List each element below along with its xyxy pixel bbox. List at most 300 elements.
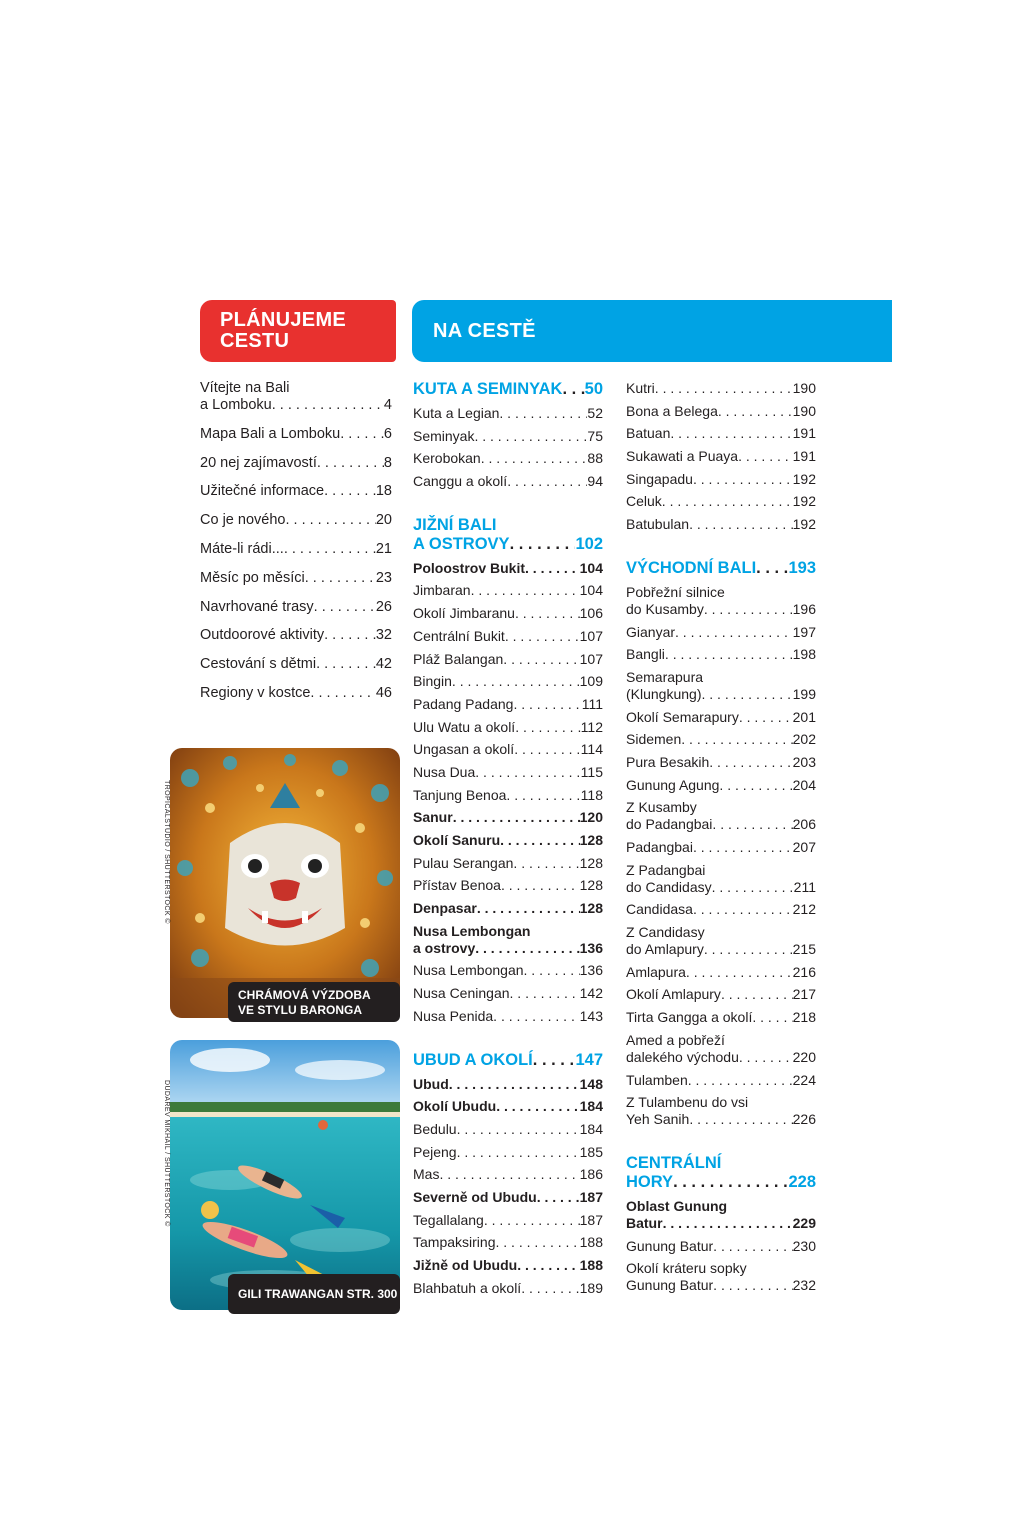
dot-leader bbox=[721, 986, 793, 1003]
snorkeling-illustration bbox=[170, 1040, 400, 1310]
toc-entry[interactable] bbox=[413, 1257, 603, 1274]
toc-entry-label: (Klungkung) bbox=[626, 685, 702, 702]
dot-leader bbox=[501, 877, 580, 894]
dot-leader bbox=[704, 941, 793, 958]
toc-entry-label: do Candidasy bbox=[626, 878, 712, 895]
dot-leader bbox=[718, 403, 793, 420]
toc-entry-page: 26 bbox=[375, 598, 392, 615]
toc-entry-page: 198 bbox=[792, 646, 816, 663]
toc-entry[interactable] bbox=[200, 426, 392, 443]
toc-entry-label: Kuta a Legian bbox=[413, 405, 500, 421]
toc-entry-label: Sukawati a Puaya bbox=[626, 448, 739, 465]
toc-entry-page: 94 bbox=[587, 473, 603, 490]
toc-entry[interactable] bbox=[413, 1076, 603, 1093]
toc-entry-page: 192 bbox=[792, 493, 816, 510]
dot-leader bbox=[310, 685, 375, 702]
toc-entry[interactable] bbox=[200, 627, 392, 644]
dot-leader bbox=[317, 455, 384, 472]
toc-entry[interactable] bbox=[413, 628, 603, 645]
dot-leader bbox=[686, 964, 793, 981]
toc-entry[interactable] bbox=[413, 741, 603, 758]
toc-entry[interactable] bbox=[413, 1121, 603, 1138]
toc-entry-label: Kerobokan bbox=[413, 450, 481, 467]
toc-entry-page: 216 bbox=[792, 963, 816, 980]
dot-leader bbox=[495, 1234, 579, 1251]
toc-entry[interactable] bbox=[413, 764, 603, 781]
dot-leader bbox=[665, 646, 793, 663]
dot-leader bbox=[693, 901, 793, 918]
toc-entry[interactable] bbox=[626, 901, 816, 918]
dot-leader bbox=[474, 428, 587, 445]
dot-leader bbox=[324, 483, 376, 500]
toc-entry-label: Měsíc po měsíci bbox=[200, 569, 305, 586]
toc-entry[interactable] bbox=[626, 709, 816, 726]
toc-entry[interactable] bbox=[413, 832, 603, 849]
toc-entry-page: 136 bbox=[579, 962, 603, 979]
toc-entry-label: Pláž Balangan bbox=[413, 650, 504, 667]
toc-entry-page: 142 bbox=[579, 985, 603, 1002]
toc-entry-page: 4 bbox=[383, 397, 392, 413]
toc-entry-label: Tegallalang bbox=[413, 1211, 484, 1228]
toc-entry[interactable] bbox=[413, 985, 603, 1002]
toc-entry-label: Ulu Watu a okolí bbox=[413, 718, 516, 735]
toc-entry[interactable] bbox=[413, 1144, 603, 1161]
dot-leader bbox=[500, 832, 580, 849]
toc-entry-label: Tirta Gangga a okolí bbox=[626, 1009, 753, 1026]
toc-entry-label: do Kusamby bbox=[626, 600, 704, 617]
toc-entry-page: 204 bbox=[792, 776, 816, 793]
dot-leader bbox=[662, 493, 793, 510]
toc-entry-page: 232 bbox=[792, 1277, 816, 1294]
toc-entry-label: Centrální Bukit bbox=[413, 627, 505, 644]
toc-entry-label: Bedulu bbox=[413, 1120, 457, 1137]
toc-entry[interactable] bbox=[413, 605, 603, 622]
section-east-title[interactable]: VÝCHODNÍ BALI . . . 193 bbox=[626, 559, 816, 578]
barong-photo bbox=[170, 748, 400, 1018]
dot-leader bbox=[316, 656, 376, 673]
toc-entry[interactable] bbox=[626, 1032, 816, 1066]
toc-entry[interactable] bbox=[626, 624, 816, 641]
toc-entry[interactable] bbox=[626, 1238, 816, 1255]
toc-entry-label: a Lomboku bbox=[200, 397, 272, 413]
toc-entry-page: 229 bbox=[792, 1214, 816, 1231]
dot-leader bbox=[314, 599, 376, 616]
toc-entry-page: 109 bbox=[579, 673, 603, 690]
dot-leader bbox=[524, 962, 580, 979]
toc-entry[interactable] bbox=[626, 471, 816, 488]
toc-entry[interactable] bbox=[413, 405, 603, 422]
toc-entry-page: 52 bbox=[587, 405, 603, 421]
toc-entry-label: Pulau Serangan bbox=[413, 854, 514, 871]
toc-entry[interactable] bbox=[413, 1098, 603, 1115]
toc-entry-label: Jimbaran bbox=[413, 582, 471, 599]
toc-entry-page: 215 bbox=[792, 941, 816, 958]
toc-entry-page: 191 bbox=[792, 448, 816, 465]
toc-entry-label: Přístav Benoa bbox=[413, 877, 501, 894]
toc-entry[interactable] bbox=[413, 962, 603, 979]
toc-entry[interactable] bbox=[626, 516, 816, 533]
toc-entry-label-line1: Z Tulambenu do vsi bbox=[626, 1094, 749, 1111]
dot-leader bbox=[324, 627, 376, 644]
toc-entry[interactable] bbox=[626, 646, 816, 663]
toc-entry-page: 202 bbox=[792, 731, 816, 748]
dot-leader bbox=[517, 1257, 579, 1274]
dot-leader bbox=[513, 696, 581, 713]
toc-entry-label: Nusa Ceningan bbox=[413, 985, 510, 1002]
toc-entry-label: Ubud bbox=[413, 1075, 449, 1092]
toc-entry[interactable] bbox=[200, 541, 392, 558]
toc-entry-page: 220 bbox=[792, 1048, 816, 1065]
dot-leader bbox=[481, 450, 588, 467]
toc-entry[interactable] bbox=[200, 455, 392, 472]
toc-entry-label: Okolí Amlapury bbox=[626, 986, 721, 1003]
toc-entry[interactable] bbox=[626, 862, 816, 896]
toc-entry-label: Tulamben bbox=[626, 1071, 688, 1088]
photo-credit-2: DUDAREV MIKHAIL / SHUTTERSTOCK © bbox=[163, 1080, 170, 1227]
toc-entry[interactable] bbox=[626, 1198, 816, 1232]
toc-entry-page: 188 bbox=[579, 1234, 603, 1251]
toc-entry[interactable] bbox=[200, 656, 392, 673]
south-items bbox=[413, 560, 603, 1025]
toc-entry[interactable] bbox=[413, 1189, 603, 1206]
toc-entry-label: Amlapura bbox=[626, 963, 686, 980]
on-the-road-header: NA CESTĚ bbox=[412, 300, 892, 362]
toc-entry[interactable] bbox=[626, 1009, 816, 1026]
toc-entry-label: Bingin bbox=[413, 673, 452, 690]
toc-entry-page: 188 bbox=[579, 1257, 603, 1273]
toc-entry-label: Tanjung Benoa bbox=[413, 786, 507, 803]
toc-entry[interactable] bbox=[413, 673, 603, 690]
toc-entry-page: 6 bbox=[383, 425, 392, 442]
toc-entry-page: 206 bbox=[792, 816, 816, 833]
toc-entry-label-line1: Semarapura bbox=[626, 668, 704, 685]
toc-entry[interactable] bbox=[413, 855, 603, 872]
dot-leader bbox=[505, 628, 580, 645]
toc-entry-label-line1: Okolí kráteru sopky bbox=[626, 1260, 747, 1277]
dot-leader bbox=[739, 1049, 793, 1066]
toc-entry-page: 192 bbox=[792, 470, 816, 487]
toc-entry[interactable] bbox=[626, 839, 816, 856]
dot-leader bbox=[493, 1008, 579, 1025]
dot-leader bbox=[521, 1280, 579, 1297]
toc-entry[interactable] bbox=[626, 777, 816, 794]
toc-entry-label: Pura Besakih bbox=[626, 753, 710, 770]
toc-entry-label: Tampaksiring bbox=[413, 1234, 496, 1251]
toc-entry[interactable] bbox=[200, 512, 392, 529]
toc-entry-page: 107 bbox=[579, 650, 603, 667]
toc-entry-label-line1: Amed a pobřeží bbox=[626, 1031, 725, 1048]
toc-entry-page: 184 bbox=[579, 1098, 603, 1115]
dot-leader bbox=[284, 541, 376, 558]
toc-entry[interactable] bbox=[626, 986, 816, 1003]
toc-entry-label: Bangli bbox=[626, 646, 665, 663]
regions-list-middle bbox=[413, 380, 603, 1302]
toc-entry-label: Denpasar bbox=[413, 900, 477, 917]
toc-entry-page: 192 bbox=[792, 516, 816, 533]
toc-entry[interactable] bbox=[413, 428, 603, 445]
dot-leader bbox=[515, 605, 580, 622]
dot-leader bbox=[513, 855, 579, 872]
dot-leader bbox=[272, 397, 384, 414]
toc-entry[interactable] bbox=[413, 582, 603, 599]
dot-leader bbox=[514, 741, 580, 758]
toc-entry-label: Pejeng bbox=[413, 1143, 457, 1160]
toc-entry-page: 197 bbox=[792, 623, 816, 640]
dot-leader bbox=[453, 809, 580, 826]
toc-entry-page: 114 bbox=[580, 741, 603, 758]
dot-leader bbox=[506, 787, 580, 804]
toc-entry[interactable] bbox=[626, 1072, 816, 1089]
toc-entry[interactable] bbox=[413, 560, 603, 577]
toc-entry-label: Užitečné informace bbox=[200, 483, 325, 500]
toc-entry-label: Gianyar bbox=[626, 623, 676, 640]
toc-entry-label: do Amlapury bbox=[626, 941, 704, 958]
toc-entry-page: 107 bbox=[579, 627, 603, 644]
gili-trawangan-photo bbox=[170, 1040, 400, 1310]
toc-entry-label: a ostrovy bbox=[413, 939, 476, 956]
toc-entry[interactable] bbox=[626, 964, 816, 981]
planning-header-line1: PLÁNUJEME bbox=[220, 309, 347, 331]
toc-entry-label: Batubulan bbox=[626, 516, 690, 533]
kuta-items bbox=[413, 405, 603, 490]
toc-entry[interactable] bbox=[413, 1008, 603, 1025]
toc-entry-page: 32 bbox=[375, 627, 392, 644]
dot-leader bbox=[681, 731, 792, 748]
toc-entry-label: Padang Padang bbox=[413, 695, 514, 712]
toc-entry-page: 226 bbox=[792, 1111, 816, 1128]
toc-entry-page: 20 bbox=[375, 512, 392, 529]
planning-list bbox=[200, 380, 392, 714]
dot-leader bbox=[475, 764, 580, 781]
toc-entry-page: 199 bbox=[792, 685, 816, 702]
toc-entry[interactable] bbox=[413, 900, 603, 917]
toc-entry-page: 8 bbox=[383, 454, 392, 471]
toc-entry[interactable] bbox=[413, 809, 603, 826]
toc-entry-page: 46 bbox=[375, 684, 392, 701]
toc-entry[interactable] bbox=[200, 570, 392, 587]
toc-entry[interactable] bbox=[200, 380, 392, 414]
toc-entry-page: 18 bbox=[375, 483, 392, 500]
dot-leader bbox=[738, 448, 793, 465]
toc-entry[interactable] bbox=[413, 719, 603, 736]
ubud-items bbox=[413, 1076, 603, 1297]
toc-entry-label: Outdoorové aktivity bbox=[200, 627, 325, 644]
toc-entry-page: 196 bbox=[792, 600, 816, 617]
dot-leader bbox=[510, 985, 580, 1002]
toc-entry-label-line1: Z Candidasy bbox=[626, 924, 705, 941]
toc-entry-label: Navrhované trasy bbox=[200, 598, 314, 615]
toc-entry-page: 75 bbox=[587, 427, 603, 444]
dot-leader bbox=[693, 839, 793, 856]
dot-leader bbox=[503, 651, 579, 668]
toc-entry[interactable] bbox=[413, 450, 603, 467]
toc-entry[interactable] bbox=[413, 877, 603, 894]
toc-entry[interactable] bbox=[200, 685, 392, 702]
toc-entry[interactable] bbox=[626, 754, 816, 771]
toc-entry-label: Celuk bbox=[626, 493, 662, 510]
toc-entry[interactable] bbox=[626, 731, 816, 748]
toc-entry-label: 20 nej zajímavostí bbox=[200, 454, 317, 471]
dot-leader bbox=[452, 673, 580, 690]
toc-entry-page: 190 bbox=[792, 380, 816, 396]
toc-entry-label: Poloostrov Bukit bbox=[413, 559, 526, 576]
toc-entry-label: Bona a Belega bbox=[626, 402, 718, 419]
toc-entry[interactable] bbox=[626, 403, 816, 420]
toc-entry-page: 42 bbox=[375, 656, 392, 673]
toc-entry-page: 224 bbox=[792, 1071, 816, 1088]
dot-leader bbox=[739, 709, 793, 726]
toc-entry-label: Singapadu bbox=[626, 470, 693, 487]
section-south-title[interactable]: JIŽNÍ BALI A OSTROVY . . . 102 bbox=[413, 516, 603, 554]
toc-entry[interactable] bbox=[413, 651, 603, 668]
dot-leader bbox=[496, 1098, 579, 1115]
toc-entry[interactable] bbox=[200, 599, 392, 616]
toc-entry[interactable] bbox=[626, 448, 816, 465]
toc-entry-page: 104 bbox=[579, 559, 603, 576]
toc-entry-page: 128 bbox=[579, 854, 603, 871]
dot-leader bbox=[471, 582, 580, 599]
dot-leader bbox=[702, 686, 793, 703]
toc-entry-label: Batur bbox=[626, 1214, 663, 1231]
toc-entry-page: 212 bbox=[792, 901, 816, 918]
toc-entry-label: Blahbatuh a okolí bbox=[413, 1279, 522, 1296]
toc-entry-page: 184 bbox=[579, 1120, 603, 1137]
gili-trawangan-caption: GILI TRAWANGAN STR. 300 bbox=[228, 1274, 400, 1314]
toc-entry-page: 106 bbox=[579, 605, 603, 622]
dot-leader bbox=[712, 879, 794, 896]
toc-entry-label: Padangbai bbox=[626, 839, 693, 855]
ubud-continued-items bbox=[626, 380, 816, 533]
dot-leader bbox=[457, 1121, 580, 1138]
toc-entry[interactable] bbox=[413, 1280, 603, 1297]
toc-entry-label-line1: Pobřežní silnice bbox=[626, 583, 725, 600]
section-central-title[interactable]: CENTRÁLNÍ HORY . . . 228 bbox=[626, 1154, 816, 1192]
toc-entry-label-line1: Nusa Lembongan bbox=[413, 922, 531, 939]
toc-entry-label: Okolí Semarapury bbox=[626, 708, 739, 725]
toc-entry[interactable] bbox=[626, 493, 816, 510]
toc-entry-page: 189 bbox=[579, 1279, 603, 1296]
toc-entry-label: Okolí Sanuru bbox=[413, 832, 501, 848]
toc-entry-label-line1: Vítejte na Bali bbox=[200, 380, 290, 396]
toc-entry[interactable] bbox=[413, 787, 603, 804]
toc-entry-page: 128 bbox=[579, 900, 603, 917]
toc-entry-page: 207 bbox=[792, 839, 816, 855]
dot-leader bbox=[704, 601, 793, 618]
dot-leader bbox=[484, 1212, 580, 1229]
toc-entry-page: 112 bbox=[580, 718, 603, 735]
dot-leader bbox=[305, 570, 376, 587]
dot-leader bbox=[663, 1215, 793, 1232]
toc-entry-label: Gunung Agung bbox=[626, 776, 720, 793]
toc-entry-label: Severně od Ubudu bbox=[413, 1188, 537, 1205]
toc-entry-page: 120 bbox=[579, 809, 603, 826]
toc-entry-label: Candidasa bbox=[626, 901, 693, 918]
toc-entry-label: Seminyak bbox=[413, 427, 475, 444]
toc-entry-page: 187 bbox=[579, 1211, 603, 1228]
toc-entry[interactable] bbox=[413, 696, 603, 713]
dot-leader bbox=[713, 1238, 792, 1255]
dot-leader bbox=[475, 940, 579, 957]
toc-entry[interactable] bbox=[413, 1234, 603, 1251]
toc-entry[interactable] bbox=[413, 1166, 603, 1183]
photo-credit-1: TROPICALSTUDIO / SHUTTERSTOCK © bbox=[163, 780, 170, 924]
toc-entry-page: 111 bbox=[581, 695, 603, 712]
dot-leader bbox=[712, 816, 792, 833]
toc-entry[interactable] bbox=[626, 669, 816, 703]
barong-illustration bbox=[170, 748, 400, 1018]
dot-leader bbox=[655, 380, 793, 397]
toc-entry[interactable] bbox=[413, 473, 603, 490]
toc-entry[interactable] bbox=[626, 380, 816, 397]
toc-entry[interactable] bbox=[626, 1260, 816, 1294]
toc-entry-label: Okolí Jimbaranu bbox=[413, 605, 515, 622]
toc-entry-page: 230 bbox=[792, 1237, 816, 1254]
dot-leader bbox=[689, 516, 793, 533]
toc-entry[interactable] bbox=[626, 799, 816, 833]
toc-entry-page: 136 bbox=[579, 939, 603, 956]
dot-leader bbox=[449, 1076, 580, 1093]
toc-entry-label: Cestování s dětmi bbox=[200, 656, 317, 673]
toc-entry-page: 104 bbox=[579, 582, 603, 599]
dot-leader bbox=[507, 473, 587, 490]
toc-entry-page: 118 bbox=[580, 786, 603, 803]
east-items bbox=[626, 584, 816, 1128]
dot-leader bbox=[670, 425, 792, 442]
dot-leader bbox=[537, 1189, 580, 1206]
section-kuta-title[interactable]: KUTA A SEMINYAK . . . 50 bbox=[413, 380, 603, 399]
toc-entry-page: 190 bbox=[792, 402, 816, 419]
section-ubud-title[interactable]: UBUD A OKOLÍ . . . 147 bbox=[413, 1051, 603, 1070]
toc-entry-page: 187 bbox=[579, 1188, 603, 1205]
toc-entry[interactable] bbox=[200, 483, 392, 500]
toc-entry[interactable] bbox=[626, 1094, 816, 1128]
dot-leader bbox=[457, 1144, 580, 1161]
toc-entry-page: 211 bbox=[793, 878, 816, 895]
dot-leader bbox=[439, 1166, 579, 1183]
toc-entry-page: 128 bbox=[579, 832, 603, 848]
toc-entry-label: Regiony v kostce bbox=[200, 684, 311, 701]
toc-entry[interactable] bbox=[626, 425, 816, 442]
dot-leader bbox=[688, 1072, 793, 1089]
toc-entry-page: 21 bbox=[375, 540, 392, 557]
toc-entry-page: 217 bbox=[792, 986, 816, 1003]
toc-entry-page: 201 bbox=[792, 708, 816, 725]
toc-entry-page: 23 bbox=[375, 569, 392, 586]
toc-entry-label: Kutri bbox=[626, 380, 655, 396]
dot-leader bbox=[285, 512, 375, 529]
toc-entry-page: 218 bbox=[792, 1009, 816, 1026]
toc-entry-page: 185 bbox=[579, 1143, 603, 1160]
toc-entry-label: Okolí Ubudu bbox=[413, 1098, 497, 1115]
toc-entry[interactable] bbox=[413, 923, 603, 957]
dot-leader bbox=[477, 900, 580, 917]
toc-entry-label: Jižně od Ubudu bbox=[413, 1257, 518, 1273]
toc-entry-page: 88 bbox=[587, 450, 603, 467]
dot-leader bbox=[693, 471, 793, 488]
toc-entry[interactable] bbox=[626, 584, 816, 618]
toc-entry-label: Yeh Sanih bbox=[626, 1111, 690, 1128]
toc-entry-label: Mapa Bali a Lomboku bbox=[200, 425, 341, 442]
toc-entry-label: Mas bbox=[413, 1166, 440, 1183]
toc-entry-label: Nusa Lembongan bbox=[413, 962, 524, 979]
toc-entry[interactable] bbox=[626, 924, 816, 958]
toc-entry-label-line1: Z Padangbai bbox=[626, 861, 706, 878]
toc-entry-page: 115 bbox=[580, 763, 603, 780]
dot-leader bbox=[709, 754, 792, 771]
planning-header-line2: CESTU bbox=[220, 330, 290, 352]
toc-entry[interactable] bbox=[413, 1212, 603, 1229]
toc-entry-label: Gunung Batur bbox=[626, 1277, 714, 1294]
